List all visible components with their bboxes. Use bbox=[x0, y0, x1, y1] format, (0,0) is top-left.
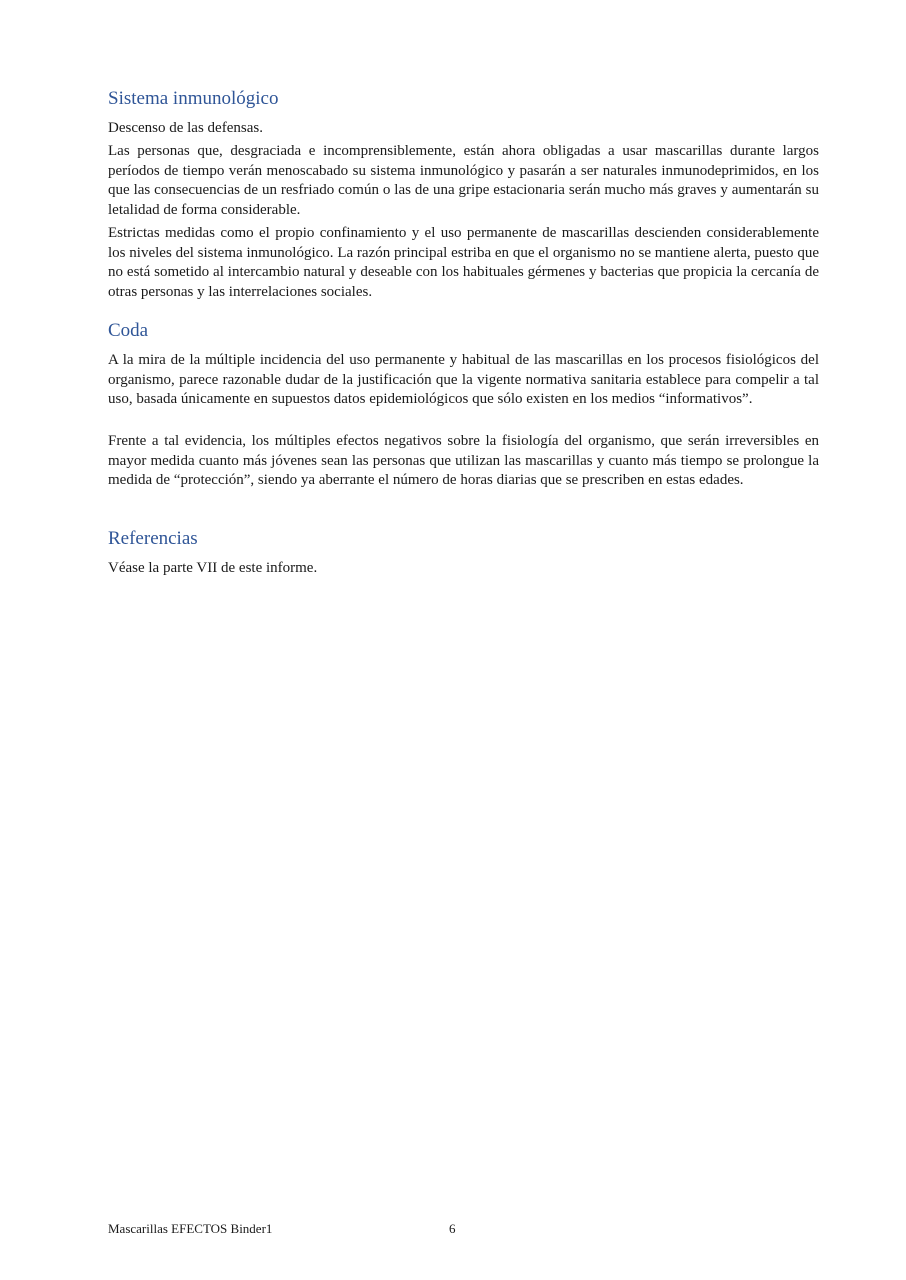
paragraph-mira: A la mira de la múltiple incidencia del uso permanente y habitual de las mascarillas en los procesos fisiológicos del organismo, parece razonable dudar de la justificación que la vigente normativa sanitaria establece para compelir a tal uso, basada únicamente en supuestos datos epidemiológicos que sólo existen en los medios “informativos”. bbox=[108, 352, 819, 407]
section-heading-referencias: Referencias bbox=[108, 528, 198, 549]
section-heading-sistema-inmunologico: Sistema inmunológico bbox=[108, 88, 279, 109]
paragraph-frente: Frente a tal evidencia, los múltiples efectos negativos sobre la fisiología del organismo, que serán irreversibles en mayor medida cuanto más jóvenes sean las personas que utilizan las mascarillas y cuanto más tiempo se prolongue la medida de “protección”, siendo ya aberrante el número de horas diarias que se prescriben en estas edades. bbox=[108, 433, 819, 488]
section-heading-coda: Coda bbox=[108, 320, 149, 341]
paragraph-descenso: Descenso de las defensas. bbox=[108, 120, 263, 136]
paragraph-vease: Véase la parte VII de este informe. bbox=[108, 560, 318, 576]
footer-page-number: 6 bbox=[449, 1221, 456, 1236]
paragraph-personas: Las personas que, desgraciada e incomprensiblemente, están ahora obligadas a usar mascarillas durante largos períodos de tiempo verán menoscabado su sistema inmunológico y pasarán a ser naturales inmunodeprimidos, en los que las consecuencias de un resfriado común o las de una gripe estacionaria serán mucho más graves y aumentarán su letalidad de forma considerable. bbox=[108, 143, 819, 218]
paragraph-estrictas: Estrictas medidas como el propio confinamiento y el uso permanente de mascarillas descienden considerablemente los niveles del sistema inmunológico. La razón principal estriba en que el organismo no se mantiene alerta, puesto que no está sometido al intercambio natural y deseable con los habituales gérmenes y bacterias que propicia la cercanía de otras personas y las interrelaciones sociales. bbox=[108, 225, 819, 300]
footer-document-title: Mascarillas EFECTOS Binder1 bbox=[108, 1221, 273, 1236]
